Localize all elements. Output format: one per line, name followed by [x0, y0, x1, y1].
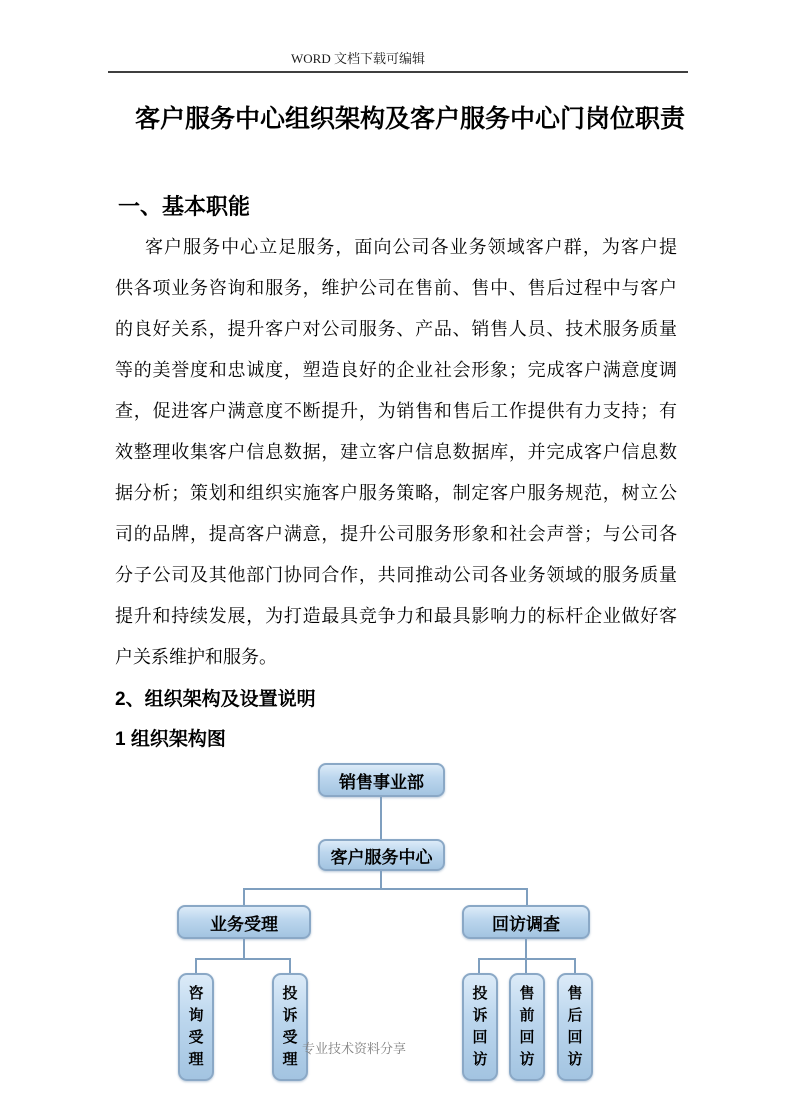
body-line: 分子公司及其他部门协同合作，共同推动公司各业务领域的服务质量 [115, 565, 677, 585]
org-leaf-label: 售后回访 [567, 985, 583, 1068]
org-box-consult-acceptance [178, 973, 214, 1081]
connector-line [478, 959, 480, 973]
connector-line [195, 959, 197, 973]
org-box-business-acceptance: 业务受理 [177, 905, 311, 939]
body-paragraph [115, 227, 677, 678]
header-watermark: WORD 文档下载可编辑 [291, 51, 425, 66]
org-box-customer-service-center: 客户服务中心 [318, 839, 445, 871]
body-line: 供各项业务咨询和服务，维护公司在售前、售中、售后过程中与客户 [115, 278, 677, 298]
body-line: 户关系维护和服务。 [115, 647, 277, 667]
org-box-aftersale-callback [557, 973, 593, 1081]
footer-watermark: 专业技术资料分享 [302, 1041, 407, 1056]
body-line: 的良好关系，提升客户对公司服务、产品、销售人员、技术服务质量 [115, 319, 677, 339]
body-line: 等的美誉度和忠诚度，塑造良好的企业社会形象；完成客户满意度调 [115, 360, 677, 380]
body-line: 客户服务中心立足服务，面向公司各业务领域客户群，为客户提 [145, 237, 677, 257]
org-box-complaint-callback [462, 973, 498, 1081]
body-line: 司的品牌，提高客户满意，提升公司服务形象和社会声誉；与公司各 [115, 524, 677, 544]
connector-line [243, 888, 528, 890]
connector-line [525, 939, 527, 959]
org-box-callback-survey: 回访调查 [462, 905, 590, 939]
connector-line [289, 959, 291, 973]
org-box-complaint-acceptance [272, 973, 308, 1081]
org-box-presale-callback [509, 973, 545, 1081]
body-line: 查，促进客户满意度不断提升，为销售和售后工作提供有力支持；有 [115, 401, 677, 421]
org-leaf-label: 售前回访 [519, 985, 535, 1068]
connector-line [243, 889, 245, 905]
section-heading-basic-functions: 一、基本职能 [118, 194, 251, 219]
section-heading-org-chart: 1 组织架构图 [115, 729, 226, 750]
header-rule [108, 71, 688, 73]
body-line: 效整理收集客户信息数据，建立客户信息数据库，并完成客户信息数 [115, 442, 677, 462]
connector-line [380, 871, 382, 889]
body-line: 提升和持续发展，为打造最具竞争力和最具影响力的标杆企业做好客 [115, 606, 677, 626]
connector-line [574, 959, 576, 973]
connector-line [243, 939, 245, 959]
connector-line [478, 958, 576, 960]
document-title: 客户服务中心组织架构及客户服务中心门岗位职责 [134, 105, 685, 133]
org-leaf-label: 咨询受理 [188, 985, 204, 1068]
connector-line [526, 889, 528, 905]
connector-line [195, 958, 291, 960]
connector-line [525, 959, 527, 973]
body-line: 据分析；策划和组织实施客户服务策略，制定客户服务规范，树立公 [115, 483, 677, 503]
org-box-sales-division: 销售事业部 [318, 763, 445, 797]
connector-line [380, 797, 382, 839]
org-leaf-label: 投诉受理 [282, 985, 298, 1068]
section-heading-org-structure: 2、组织架构及设置说明 [115, 689, 316, 710]
org-leaf-label: 投诉回访 [472, 985, 488, 1068]
